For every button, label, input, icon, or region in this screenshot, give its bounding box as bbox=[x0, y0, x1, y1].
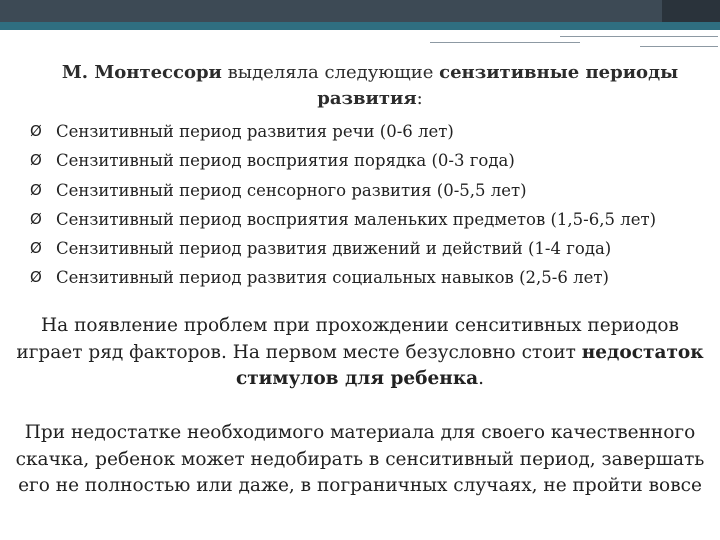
list-item bbox=[30, 234, 710, 263]
header-bar-corner bbox=[662, 0, 720, 22]
list-item bbox=[30, 117, 710, 146]
list-item-text: Сензитивный период развития социальных навыков (2,5-6 лет) bbox=[56, 268, 609, 288]
decorative-line bbox=[560, 36, 718, 37]
list-item bbox=[30, 146, 710, 175]
list-item bbox=[30, 176, 710, 205]
slide-heading bbox=[40, 60, 700, 112]
bullet-arrow-icon: Ø bbox=[30, 239, 42, 258]
list-item bbox=[30, 205, 710, 234]
decorative-line bbox=[430, 42, 580, 43]
heading-text: выделяла следующие bbox=[221, 62, 440, 83]
paragraph-text: На появление проблем при прохождении сенситивных периодов играет ряд факторов. На первом месте безусловно стоит bbox=[16, 315, 679, 363]
heading-colon: : bbox=[416, 88, 423, 109]
list-item-text: Сензитивный период восприятия порядка (0-3 года) bbox=[56, 151, 515, 171]
list-item-text: Сензитивный период сенсорного развития (0-5,5 лет) bbox=[56, 180, 527, 200]
paragraph-end: . bbox=[478, 368, 485, 389]
bullet-arrow-icon: Ø bbox=[30, 209, 42, 228]
list-item-text: Сензитивный период развития речи (0-6 лет) bbox=[56, 122, 454, 141]
header-bar bbox=[0, 0, 720, 22]
paragraph-consequences: При недостатке необходимого материала для своего качественного скачка, ребенок может недобирать в сенситивный период, завершать его не полностью или даже, в пограничных случаях, не пройти вовсе bbox=[15, 422, 705, 496]
bullet-arrow-icon: Ø bbox=[30, 151, 42, 170]
bullet-list bbox=[30, 117, 710, 293]
bullet-arrow-icon: Ø bbox=[30, 122, 42, 140]
bullet-arrow-icon: Ø bbox=[30, 180, 42, 199]
list-item-text: Сензитивный период развития движений и действий (1-4 года) bbox=[56, 239, 612, 259]
paragraph-emphasis: недостаток стимулов для ребенка bbox=[235, 341, 704, 389]
accent-bar bbox=[0, 22, 720, 30]
bullet-arrow-icon: Ø bbox=[30, 268, 42, 287]
paragraph-factors bbox=[14, 313, 706, 393]
list-item-text: Сензитивный период восприятия маленьких предметов (1,5-6,5 лет) bbox=[56, 209, 657, 229]
decorative-line bbox=[640, 46, 718, 47]
heading-author: М. Монтессори bbox=[61, 62, 222, 83]
heading-topic: сензитивные периоды развития bbox=[317, 62, 679, 109]
list-item bbox=[30, 263, 710, 292]
